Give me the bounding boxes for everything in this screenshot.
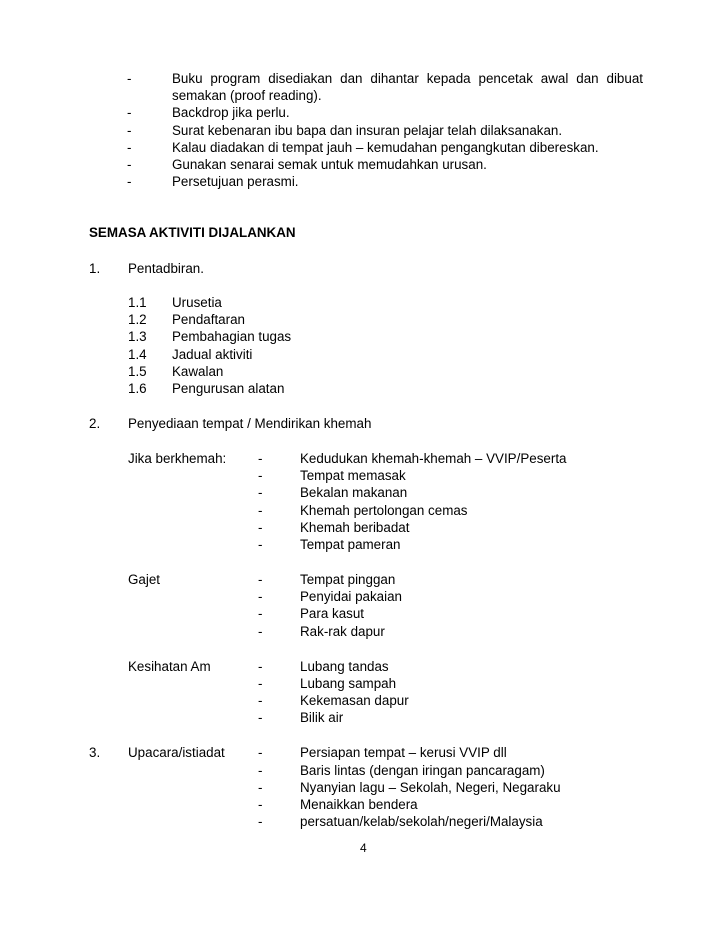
list-item: Baris lintas (dengan iringan pancaragam) [300, 763, 545, 778]
list-dash: - [258, 485, 263, 500]
section-3-number: 3. [89, 745, 101, 760]
section-1-number: 1. [89, 261, 101, 276]
list-item: Menaikkan bendera [300, 797, 418, 812]
section-1-title: Pentadbiran. [128, 261, 204, 276]
subitem-label: Pembahagian tugas [172, 329, 292, 344]
bullet-dash: - [127, 157, 132, 172]
list-dash: - [258, 797, 263, 812]
bullet-dash: - [127, 71, 132, 86]
list-item: Rak-rak dapur [300, 624, 385, 639]
group-label: Jika berkhemah: [128, 451, 227, 466]
bullet-text: Persetujuan perasmi. [172, 174, 299, 189]
section-heading: SEMASA AKTIVITI DIJALANKAN [89, 225, 296, 240]
list-dash: - [258, 468, 263, 483]
list-dash: - [258, 624, 263, 639]
list-item: persatuan/kelab/sekolah/negeri/Malaysia [300, 814, 543, 829]
list-dash: - [258, 606, 263, 621]
list-item: Penyidai pakaian [300, 589, 402, 604]
group-label: Kesihatan Am [128, 659, 211, 674]
list-dash: - [258, 572, 263, 587]
list-dash: - [258, 745, 263, 760]
bullet-text-continued: semakan (proof reading). [172, 88, 322, 103]
list-item: Lubang sampah [300, 676, 397, 691]
section-3-label: Upacara/istiadat [128, 745, 225, 760]
list-dash: - [258, 814, 263, 829]
subitem-label: Kawalan [172, 364, 224, 379]
bullet-dash: - [127, 105, 132, 120]
subitem-label: Jadual aktiviti [172, 347, 253, 362]
list-item: Khemah beribadat [300, 520, 410, 535]
bullet-text: Buku program disediakan dan dihantar kepada pencetak awal dan dibuat [172, 71, 643, 86]
list-item: Tempat memasak [300, 468, 406, 483]
list-dash: - [258, 710, 263, 725]
list-dash: - [258, 589, 263, 604]
list-item: Nyanyian lagu – Sekolah, Negeri, Negaraku [300, 780, 561, 795]
list-item: Kekemasan dapur [300, 693, 409, 708]
subitem-number: 1.6 [128, 381, 147, 396]
list-dash: - [258, 659, 263, 674]
list-item: Tempat pameran [300, 537, 401, 552]
bullet-text: Gunakan senarai semak untuk memudahkan urusan. [172, 157, 487, 172]
bullet-dash: - [127, 140, 132, 155]
bullet-text: Surat kebenaran ibu bapa dan insuran pelajar telah dilaksanakan. [172, 123, 563, 138]
subitem-number: 1.4 [128, 347, 147, 362]
list-dash: - [258, 451, 263, 466]
list-item: Khemah pertolongan cemas [300, 503, 468, 518]
subitem-number: 1.3 [128, 329, 147, 344]
bullet-text: Backdrop jika perlu. [172, 105, 290, 120]
bullet-dash: - [127, 174, 132, 189]
list-dash: - [258, 763, 263, 778]
list-item: Persiapan tempat – kerusi VVIP dll [300, 745, 507, 760]
page-number: 4 [360, 841, 367, 855]
subitem-number: 1.2 [128, 312, 147, 327]
list-dash: - [258, 537, 263, 552]
list-dash: - [258, 520, 263, 535]
list-dash: - [258, 676, 263, 691]
section-2-title: Penyediaan tempat / Mendirikan khemah [128, 416, 372, 431]
subitem-number: 1.1 [128, 295, 147, 310]
subitem-number: 1.5 [128, 364, 147, 379]
list-item: Kedudukan khemah-khemah – VVIP/Peserta [300, 451, 567, 466]
list-item: Lubang tandas [300, 659, 389, 674]
group-label: Gajet [128, 572, 161, 587]
bullet-text: Kalau diadakan di tempat jauh – kemudahan pengangkutan dibereskan. [172, 140, 599, 155]
section-2-number: 2. [89, 416, 101, 431]
list-item: Para kasut [300, 606, 365, 621]
list-dash: - [258, 693, 263, 708]
subitem-label: Urusetia [172, 295, 222, 310]
list-item: Bekalan makanan [300, 485, 408, 500]
list-item: Bilik air [300, 710, 344, 725]
list-dash: - [258, 780, 263, 795]
list-dash: - [258, 503, 263, 518]
list-item: Tempat pinggan [300, 572, 396, 587]
subitem-label: Pendaftaran [172, 312, 245, 327]
subitem-label: Pengurusan alatan [172, 381, 285, 396]
bullet-dash: - [127, 123, 132, 138]
